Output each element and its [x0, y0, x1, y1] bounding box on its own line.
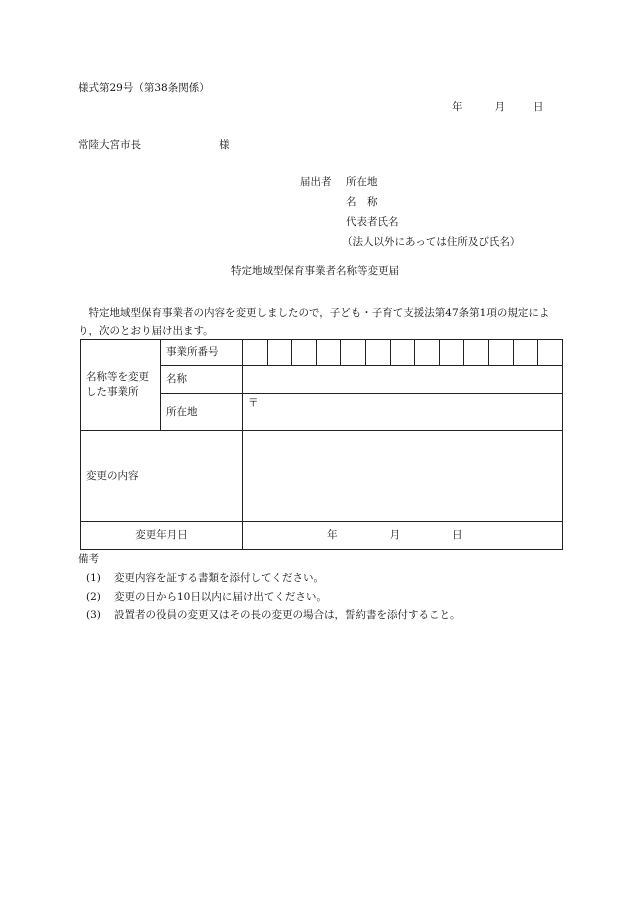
office-number-digit[interactable]: [538, 340, 563, 366]
changed-office-label: 名称等を変更した事業所: [81, 340, 161, 431]
office-number-digit[interactable]: [513, 340, 538, 366]
office-number-digit[interactable]: [439, 340, 464, 366]
form-number: 様式第29号（第38条関係）: [78, 82, 210, 94]
date-month-label: 月: [494, 101, 505, 113]
postal-mark: 〒: [248, 397, 259, 409]
notifier-note: （法人以外にあっては住所及び氏名）: [342, 236, 521, 248]
submission-date: [452, 101, 544, 114]
change-date-year-label: 年: [327, 529, 338, 542]
addressee-name: 常陸大宮市長: [78, 139, 141, 151]
remarks-title: 備考: [78, 553, 99, 565]
office-number-digit[interactable]: [292, 340, 317, 366]
office-number-digit[interactable]: [488, 340, 513, 366]
notifier-representative-label: 代表者氏名: [346, 216, 399, 228]
office-number-label: 事業所番号: [161, 340, 243, 366]
office-number-digit[interactable]: [341, 340, 366, 366]
office-number-digit[interactable]: [464, 340, 489, 366]
remark-index: (3): [86, 609, 101, 621]
remark-text: 設置者の役員の変更又はその長の変更の場合は，誓約書を添付すること。: [114, 609, 461, 621]
name-field[interactable]: [243, 366, 563, 394]
change-date-field[interactable]: [243, 522, 563, 550]
remark-index: (1): [86, 572, 101, 584]
change-content-label: 変更の内容: [81, 431, 243, 522]
change-content-field[interactable]: [243, 431, 563, 522]
remark-text: 変更の日から10日以内に届け出てください。: [114, 590, 327, 603]
remark-index: (2): [86, 590, 101, 603]
office-number-digit[interactable]: [365, 340, 390, 366]
name-label: 名称: [161, 366, 243, 394]
change-date-month-label: 月: [389, 529, 401, 542]
notifier-name-label: 名 称: [346, 196, 378, 208]
office-number-digit[interactable]: [267, 340, 292, 366]
change-date-label: 変更年月日: [81, 522, 243, 550]
body-text: 特定地域型保育事業者の内容を変更しましたので，子ども・子育て支援法第47条第1項の規定により，次のとおり届け出ます。: [78, 307, 550, 337]
date-year-label: 年: [452, 101, 463, 113]
address-field[interactable]: [243, 394, 563, 431]
document-title: 特定地域型保育事業者名称等変更届: [231, 265, 399, 277]
change-form-table: [80, 339, 563, 550]
office-number-digit[interactable]: [316, 340, 341, 366]
office-number-digit[interactable]: [243, 340, 268, 366]
remark-text: 変更内容を証する書類を添付してください。: [114, 572, 324, 584]
office-number-digit[interactable]: [415, 340, 440, 366]
change-date-day-label: 日: [452, 529, 463, 542]
notifier-address-label: 所在地: [346, 176, 378, 188]
date-day-label: 日: [533, 101, 544, 113]
address-label: 所在地: [161, 394, 243, 431]
notifier-label: 届出者: [300, 176, 332, 188]
office-number-digit[interactable]: [390, 340, 415, 366]
addressee: [78, 139, 230, 152]
addressee-honorific: 様: [219, 139, 230, 151]
